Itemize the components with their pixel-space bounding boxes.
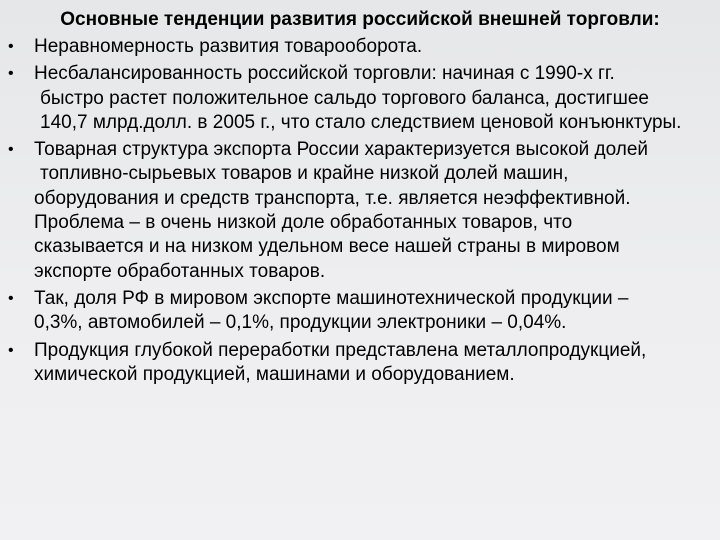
text-line: 140,7 млрд.долл. в 2005 г., что стало следствием ценовой конъюнктуры.	[40, 111, 682, 133]
text-line: Продукция глубокой переработки представлена металлопродукцией,	[34, 339, 647, 361]
bullet-icon: •	[8, 341, 14, 359]
bullet-icon: •	[8, 289, 14, 307]
slide-title: Основные тенденции развития российской внешней торговли:	[60, 9, 660, 30]
text-line: Товарная структура экспорта России характеризуется высокой долей	[34, 139, 649, 161]
bullet-item-1	[0, 35, 720, 59]
text-line: оборудования и средств транспорта, т.е. является неэффективной.	[34, 187, 631, 209]
bullet-item-4	[0, 287, 720, 336]
text-line: сказывается и на низком удельном весе нашей страны в мировом	[34, 236, 620, 258]
bullet-icon: •	[8, 65, 14, 83]
bullet-list	[0, 35, 720, 390]
bullet-item-3	[0, 138, 720, 284]
text-line: топливно-сырьевых товаров и крайне низкой долей машин,	[40, 163, 569, 185]
text-line: Так, доля РФ в мировом экспорте машинотехнической продукции –	[34, 287, 629, 309]
bullet-icon: •	[8, 141, 14, 159]
bullet-text	[34, 339, 716, 388]
text-line: 0,3%, автомобилей – 0,1%, продукции электроники – 0,04%.	[34, 312, 567, 334]
bullet-text	[34, 62, 716, 135]
text-line: Проблема – в очень низкой доле обработанных товаров, что	[34, 212, 573, 234]
text-line: Несбалансированность российской торговли: начиная с 1990-х гг.	[34, 63, 615, 85]
bullet-text	[34, 138, 716, 284]
bullet-text	[34, 35, 716, 59]
bullet-item-2	[0, 62, 720, 135]
bullet-icon: •	[8, 38, 14, 55]
text-line: Неравномерность развития товарооборота.	[34, 36, 423, 57]
bullet-item-5	[0, 339, 720, 388]
bullet-text	[34, 287, 716, 336]
text-line: экспорте обработанных товаров.	[34, 260, 326, 282]
text-line: химической продукцией, машинами и оборудованием.	[34, 363, 515, 385]
text-line: быстро растет положительное сальдо торгового баланса, достигшее	[40, 87, 649, 109]
